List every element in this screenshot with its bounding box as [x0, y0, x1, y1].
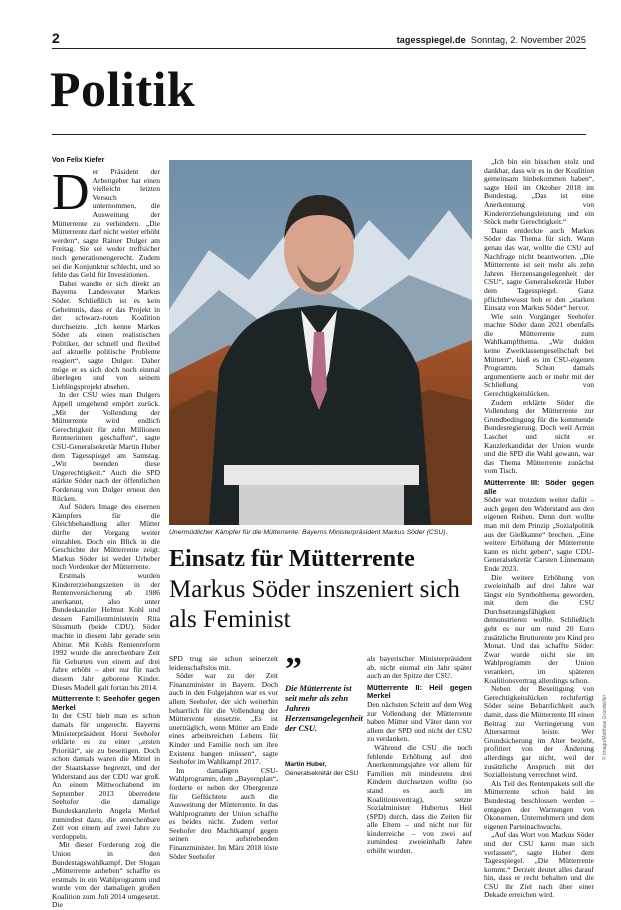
article-paragraph: Erstmals wurden Kindererziehungszeiten in der Rentenversicherung ab 1986 anerkannt, also unter Bundeskanzler Helmut Kohl und dessen Familienministerin Rita Süssmuth (beide CDU). Söder machte in diesem Jahr gerade sein Abitur. Mit Kohls Rentenreform 1992 wurde die anrechenbare Zeit für Geburten von einem auf drei Jahre erhöht – aber nur für nach diesem Jahr geborene Kinder. Dieses Modell galt fortan bis 2014. — [52, 570, 160, 692]
article-paragraph: Als Teil des Rentenpakets soll die Mütterrente schon bald im Bundestag beschlossen werden – entgegen der Warnungen von Ökonomen, Unternehmern und dem eigenen Parteinachwuchs. — [484, 778, 594, 831]
article-column-3 — [367, 655, 472, 865]
article-paragraph: SPD trug sie schon seinerzeit leidenschaftslos mit. — [169, 654, 278, 672]
article-paragraph: Dann entdeckte auch Markus Söder das Thema für sich. Wann genau das war, wollte die CSU auf Nachfrage nicht beantworten. „Die Mütterrente ist seit mehr als zehn Jahren Herzensangelegenheit der CSU“, sagte Generalsekretär Huber dem Tagesspiegel. Ganz pflichtbewusst hob er den „starken Einsatz von Markus Söder“ hervor. — [484, 225, 594, 313]
article-paragraph: als bayerischer Ministerpräsident ab, nicht einmal ein Jahr später auch an der Spitze der CSU. — [367, 654, 472, 681]
article-paragraph: Die weitere Erhöhung von zweieinhalb auf drei Jahre war längst ein Symbolthema geworden, mit dem die CSU Durchsetzungsfähigkeit demonstrieren wollte. Schließlich geht es nur um rund 20 Euro zusätzliche Bruttorente pro Kind pro Monat. Und das schaffte Söder: Zwar wurde nicht sie im Wahlprogramm der Union verankert, im späteren Koalitionsvertrag allerdings schon. — [484, 572, 594, 685]
subheading: Mütterrente II: Heil gegen Merkel — [367, 682, 472, 701]
lead-photo — [169, 160, 472, 525]
article-paragraph: Dabei wandte er sich direkt an Bayerns Landesvater Markus Söder. Schließlich ist es kein Geheimnis, dass er das Projekt in der schwarz-roten Koalition durchsetzte. „Ich kenne Markus Söder als einen realistischen Politiker, der schnell und flexibel auf aktuelle politische Probleme reagiert“, sagte Dulger. Daher möge er es sich doch noch einmal überlegen und von seinem Lieblingsprojekt absehen. — [52, 278, 160, 391]
article-paragraph: Der Präsident der Arbeitgeber hat einen vielleicht letzten Versuch unternommen, die Ausweitung der Mütterrente zu verhindern. „Die Mütterrente darf nicht weiter erhöht werden“, sagte Rainer Dulger am Freitag. Sie sei weder treffsicher noch generationengerecht. Zudem sei die Konjunktur schlecht, und so fehle das Geld für Investitionen. — [52, 164, 160, 280]
issue-date: Sonntag, 2. November 2025 — [470, 35, 586, 45]
article-paragraph: Söder war trotzdem weiter dafür – auch gegen den Widerstand aus den eigenen Reihen. Denn dort wollte man mit dem Prinzip „Sozialpolitik aus der Gießkanne“ brechen. „Eine weitere Erhöhung der Mütterrente kann es nicht geben“, sagte CDU-Generalsekretär Carsten Linnemann Ende 2023. — [484, 495, 594, 573]
quote-author-role: Generalsekretär der CSU — [285, 770, 359, 777]
drop-cap: D — [52, 164, 90, 221]
article-paragraph: Zudem erklärte Söder die Vollendung der Mütterrente zur Grundbedingung für die kommende Bundesregierung. Doch weil Armin Laschet und nicht er Kanzlerkandidat der Union wurde und die SPD die Wahl gewann, war das Thema Mütterrente zunächst vom Tisch. — [484, 397, 594, 476]
article-paragraph: Im damaligen CSU-Wahlprogramm, dem „Bayernplan“, forderte er neben der Obergrenze für Geflüchtete auch die Ausweitung der Mütterrente. In das Wahlprogramm der Union schaffte es beides nicht. Zudem verlor Seehofer den Machtkampf gegen seinen aufstrebenden Finanzminister. Im März 2018 löste Söder Seehofer — [169, 765, 278, 861]
article-paragraph: Während die CSU die noch fehlende Erhöhung auf drei Anerkennungsjahre vor allem für Familien mit mindestens drei Kindern durchsetzen wollte (so stand es auch im Koalitionsvertrag), setzte Sozialminister Hubertus Heil (SPD) durch, dass die Zeiten für alle Eltern – und nicht nur für kinderreiche – von zwei auf zumindest zweieinhalb Jahre erhöht wurden. — [367, 742, 472, 856]
article-paragraph: In der CSU hielt man es schon damals für ungerecht. Bayerns Ministerpräsident Horst Seehofer erklärte es zu einer „ersten Priorität“, sie zu beseitigen. Doch schon damals waren die Mittel in der Staatskasse begrenzt, und der Widerstand aus der CDU war groß. An einem Mittwochabend im September 2013 überredete Seehofer die damalige Bundeskanzlerin Angela Merkel zumindest dazu, die anrechenbare Zeit von einem auf zwei Jahre zu verdoppeln. — [52, 711, 160, 841]
quote-mark-icon: ” — [285, 651, 302, 688]
site-name: tagesspiegel.de — [396, 35, 466, 45]
headline-kicker: Einsatz für Mütterrente — [169, 546, 415, 572]
article-paragraph: „Auf das Wort von Markus Söder und der CSU kann man sich verlassen“, sagte Huber dem Tagesspiegel. „Die Mütterrente kommt.“ Derzeit deutet alles darauf hin, dass er recht behalten und die CSU ihr Ziel nach über einer Dekade erreichen wird. — [484, 830, 594, 900]
byline: Von Felix Kiefer — [52, 157, 105, 164]
article-paragraph: Söder war zu der Zeit Finanzminister in Bayern. Doch auch in den Folgejahren war es vor allem Seehofer, der sich weiterhin beharrlich für die Vollendung der Mütterrente einsetzte. „Es ist unerträglich, wenn Mütter am Ende eines arbeitsreichen Lebens für Kinder und Familie noch um ihre Existenz bangen müssen“, sagte Seehofer im Wahlkampf 2017. — [169, 671, 278, 767]
subheading: Mütterrente I: Seehofer gegen Merkel — [52, 694, 160, 712]
article-paragraph: Neben der Beseitigung von Gerechtigkeitslücken rechtfertigt Söder seine Beharrlichkeit auch damit, dass die Mütterrente III einen Beitrag zur Verringerung von Altersarmut leiste. Wer Grundsicherung im Alter bezieht, profitiert von der Änderung allerdings gar nicht, weil der zusätzliche Anspruch mit der Sozialleistung verrechnet wird. — [484, 684, 594, 780]
top-rule — [52, 48, 586, 49]
section-rule — [52, 134, 586, 135]
article-column-2 — [169, 655, 278, 865]
pull-quote: Die Mütterrente ist seit mehr als zehn Jahren Herzensangelegenheit der CSU. — [285, 683, 363, 733]
photo-illustration — [169, 160, 472, 525]
subheading: Mütterrente III: Söder gegen alle — [484, 477, 594, 496]
quote-author: Martin Huber, — [285, 761, 327, 768]
article-column-4 — [484, 157, 594, 900]
article-paragraph: Auf Söders Image des eisernen Kämpfers für die Gleichbehandlung aller Mütter dürfte der Vorgang weiter einzahlen. Doch ein Blick in die Geschichte der Mütterrente zeigt: Markus Söder ist weder Urheber noch Vordenker der Mütterrente. — [52, 502, 160, 572]
article-column-1 — [52, 164, 160, 910]
article-paragraph: „Ich bin ein bisschen stolz und dankbar, dass wir es in der Koalition gemeinsam hinbekommen haben“, sagte Heil im Oktober 2018 im Bundestag. „Das ist eine Anerkennung von Kindererziehungsleistung und ein Stück mehr Gerechtigkeit.“ — [484, 157, 594, 227]
article-paragraph: Den nächsten Schritt auf dem Weg zur Vollendung der Mütterrente haben Mütter und Väter dann vor allem der SPD und nicht der CSU zu verdanken. — [367, 699, 472, 744]
headline: Markus Söder inszeniert sich als Feminist — [169, 576, 460, 633]
article-paragraph: Wie sein Vorgänger Seehofer machte Söder dann 2021 ebenfalls die Mütterrente zum Wahlkampfthema. „Wir dulden keine Zweiklassengesellschaft bei Müttern“, hieß es im CSU-eigenen Programm. Schon damals argumentierte auch er mehr mit der Schließung von Gerechtigkeitslücken. — [484, 311, 594, 399]
masthead — [397, 35, 586, 45]
section-title: Politik — [50, 61, 196, 117]
article-paragraph: In der CSU wies man Dulgers Appell umgehend empört zurück. „Mit der Vollendung der Mütterrente wird endlich Gerechtigkeit für zehn Millionen Rentnerinnen geschaffen“, sagte CSU-Generalsekretär Martin Huber dem Tagesspiegel am Samstag. „Wir beenden diese Ungerechtigkeit.“ Auch die SPD stärkte Söder nach der öffentlichen Forderung von Dulger erneut den Rücken. — [52, 390, 160, 503]
page-number: 2 — [52, 30, 60, 46]
photo-caption: Unermüdlicher Kämpfer für die Mütterrente: Bayerns Ministerpräsident Markus Söder (CSU). — [169, 529, 448, 536]
photo-credit: © Imago/Matthias Grandel/ler — [602, 694, 608, 760]
article-paragraph: Mit dieser Forderung zog die Union in den Bundestagswahlkampf. Der Slogan „Mütterrente anheben“ schaffte es erstmals in ein Wahlprogramm und wurde von der damaligen großen Koalition zum Juli 2014 umgesetzt. Die — [52, 840, 160, 910]
